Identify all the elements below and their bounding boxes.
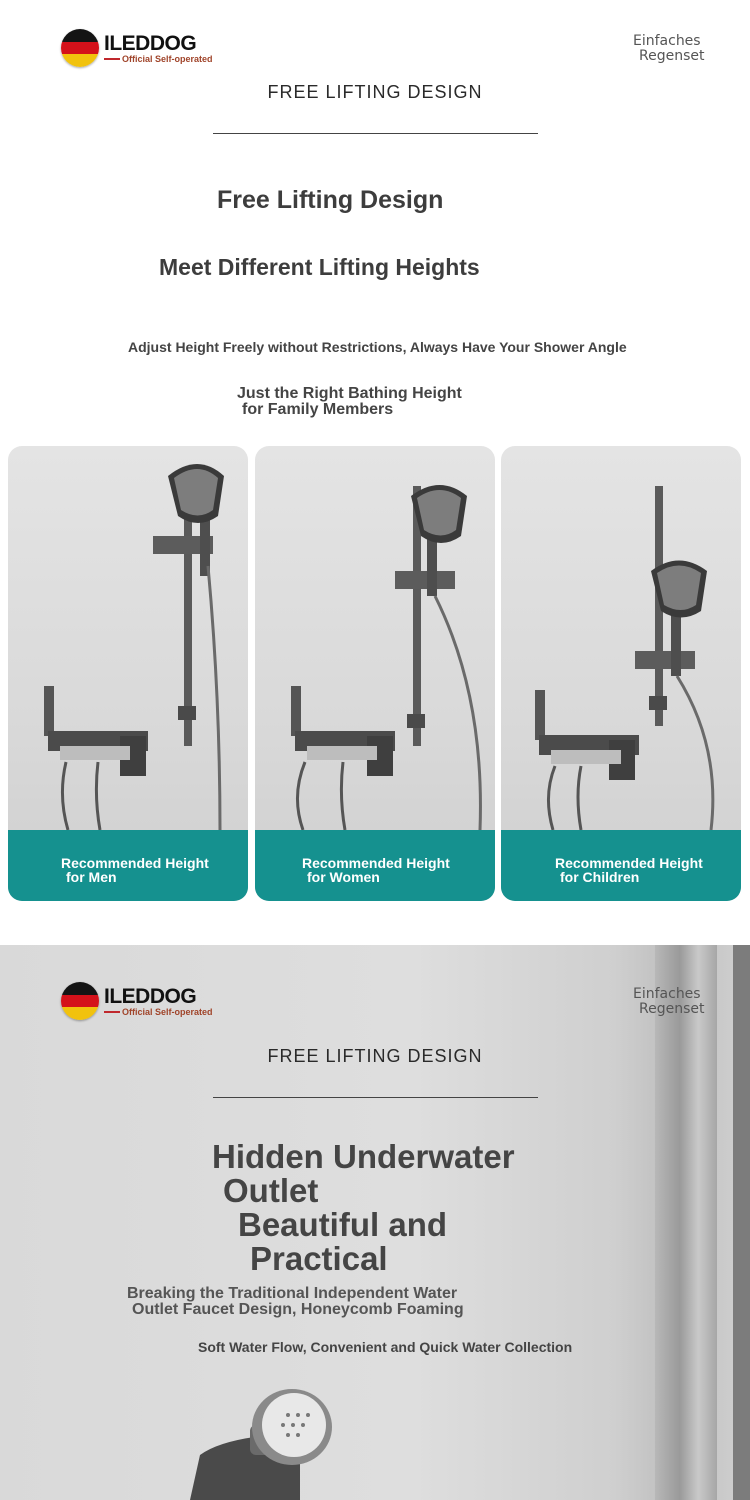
tagline-line2: Regenset [639,1001,705,1017]
card-caption [302,856,450,884]
heading-line4: Practical [250,1240,388,1277]
card-caption-line1: Recommended Height [61,855,209,871]
shower-product-image [255,446,495,830]
outlet-section [0,945,750,1500]
family-height-line2: for Family Members [242,401,394,418]
card-caption-line1: Recommended Height [302,855,450,871]
breaking-line1: Breaking the Traditional Independent Water [127,1285,458,1302]
heading-hidden-outlet [212,1140,515,1276]
card-caption-line2: for Children [560,869,640,885]
shower-product-image [501,446,741,830]
title-divider [213,1097,538,1098]
text-soft-water: Soft Water Flow, Convenient and Quick Water Collection [198,1339,573,1355]
tagline-line1: Einfaches [633,986,701,1002]
germany-flag-icon [61,29,99,67]
brand-name: ILEDDOG [104,31,197,55]
brand-subtitle: Official Self-operated [122,53,213,64]
card-caption-line1: Recommended Height [555,855,703,871]
card-caption [555,856,703,884]
heading-line3: Beautiful and [238,1206,448,1243]
family-height-line1: Just the Right Bathing Height [237,385,462,402]
brand-tagline [633,987,704,1017]
germany-flag-icon [61,982,99,1020]
spray-gun-image [180,1385,350,1500]
card-children [501,446,741,901]
brand-name: ILEDDOG [104,984,197,1008]
shower-product-image [8,446,248,830]
heading-free-lifting: Free Lifting Design [217,186,444,214]
breaking-line2: Outlet Faucet Design, Honeycomb Foaming [132,1301,464,1318]
card-women [255,446,495,901]
card-caption-line2: for Men [66,869,117,885]
shower-pole-image [655,945,717,1500]
brand-logo [61,29,213,67]
tagline-line1: Einfaches [633,33,701,49]
heading-line2: Outlet [223,1172,319,1209]
text-family-height [237,386,462,418]
heading-lifting-heights: Meet Different Lifting Heights [159,254,480,280]
card-caption-line2: for Women [307,869,380,885]
card-men [8,446,248,901]
text-breaking-traditional [127,1286,464,1318]
brand-tagline [633,34,704,64]
heading-line1: Hidden Underwater [212,1138,515,1175]
title-divider [213,133,538,134]
card-caption [61,856,209,884]
shower-pole-edge [733,945,750,1500]
section-caps-title: FREE LIFTING DESIGN [267,82,483,102]
brand-subtitle: Official Self-operated [122,1006,213,1017]
tagline-line2: Regenset [639,48,705,64]
brand-logo [61,982,213,1020]
text-adjust-height: Adjust Height Freely without Restrictions, Always Have Your Shower Angle [128,339,627,355]
section-caps-title: FREE LIFTING DESIGN [267,1046,483,1066]
